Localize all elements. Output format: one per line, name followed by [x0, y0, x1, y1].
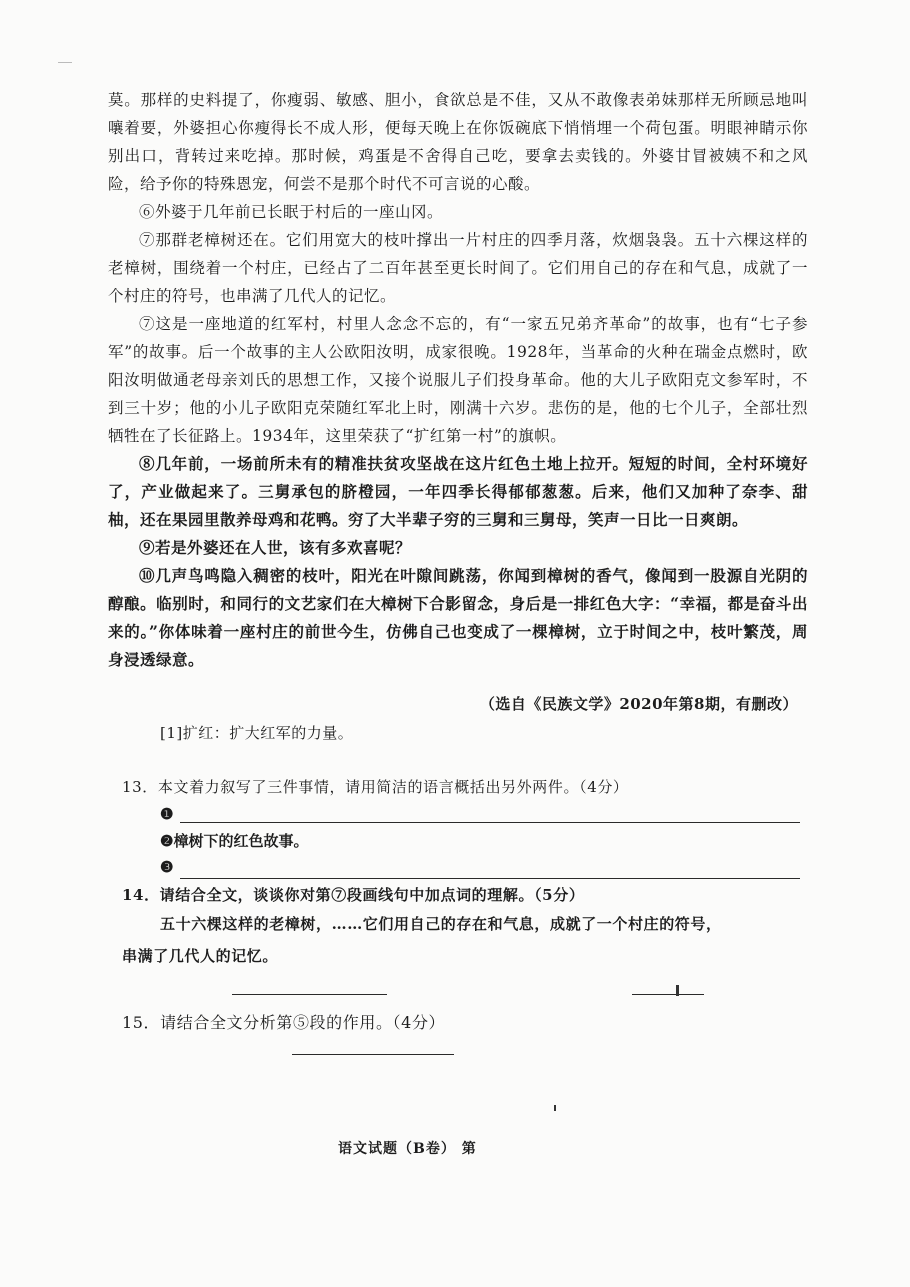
q14-answer-line-2[interactable]: [632, 994, 704, 995]
paragraph-7: ⑦那群老樟树还在。它们用宽大的枝叶撑出一片村庄的四季月落，炊烟袅袅。五十六棵这样的老樟树，围绕着一个村庄，已经占了二百年甚至更长时间了。它们用自己的存在和气息，成就了一个村庄的符号，也串满了几代人的记忆。: [108, 231, 808, 305]
q14-quote: 五十六棵这样的老樟树，……它们用自己的存在和气息，成就了一个村庄的符号，: [160, 915, 722, 933]
scan-speck: [554, 1105, 556, 1111]
q13-answer-2-number: ❷: [160, 831, 174, 850]
q13-answer-2: [160, 830, 308, 851]
q14-quote-continued: 串满了几代人的记忆。: [122, 947, 279, 965]
q14-answer-line-1[interactable]: [232, 994, 387, 995]
question-14: 14．请结合全文，谈谈你对第⑦段画线句中加点词的理解。（5分）: [122, 886, 585, 904]
question-15: 15．请结合全文分析第⑤段的作用。（4分）: [122, 1013, 446, 1032]
scan-corner-mark: [58, 62, 72, 63]
q13-answer-3-number: ❸: [160, 858, 174, 876]
page-footer: 语文试题（B卷） 第: [338, 1141, 477, 1157]
q13-answer-1: [160, 805, 173, 823]
paragraph-10: ⑩几声鸟鸣隐入稠密的枝叶，阳光在叶隙间跳荡，你闻到樟树的香气，像闻到一股源自光阴的醇酿。临别时，和同行的文艺家们在大樟树下合影留念，身后是一排红色大字：“幸福，都是奋斗出来的。”你体味着一座村庄的前世今生，仿佛自己也变成了一棵樟树，立于时间之中，枝叶繁茂，周身浸透绿意。: [108, 566, 808, 669]
passage-body: [108, 86, 808, 674]
q13-answer-3-line[interactable]: [180, 878, 800, 879]
passage-source: （选自《民族文学》2020年第8期，有删改）: [479, 695, 798, 713]
scan-speck: [676, 985, 679, 996]
paragraph-intro: 莫。那样的史料提了，你瘦弱、敏感、胆小，食欲总是不佳，又从不敢像表弟妹那样无所顾忌地叫嚷着要，外婆担心你瘦得长不成人形，便每天晚上在你饭碗底下悄悄埋一个荷包蛋。明眼神睛示你别出口，背转过来吃掉。那时候，鸡蛋是不舍得自己吃，要拿去卖钱的。外婆甘冒被姨不和之风险，给予你的特殊恩宠，何尝不是那个时代不可言说的心酸。: [108, 91, 808, 193]
paragraph-8: ⑧几年前，一场前所未有的精准扶贫攻坚战在这片红色土地上拉开。短短的时间，全村环境好了，产业做起来了。三舅承包的脐橙园，一年四季长得郁郁葱葱。后来，他们又加种了奈李、甜柚，还在果园里散养母鸡和花鸭。穷了大半辈子穷的三舅和三舅母，笑声一日比一日爽朗。: [108, 454, 808, 529]
q15-answer-line[interactable]: [292, 1054, 454, 1055]
q13-answer-3: [160, 858, 173, 876]
footnote: [1]扩红：扩大红军的力量。: [160, 724, 354, 742]
q13-answer-2-text: 樟树下的红色故事。: [173, 832, 309, 850]
q13-answer-1-number: ❶: [160, 805, 174, 823]
q13-answer-1-line[interactable]: [180, 822, 800, 823]
paragraph-red-army-village: ⑦这是一座地道的红军村，村里人念念不忘的，有“一家五兄弟齐革命”的故事，也有“七子参军”的故事。后一个故事的主人公欧阳汝明，成家很晚。1928年，当革命的火种在瑞金点燃时，欧阳汝明做通老母亲刘氏的思想工作，又接个说服儿子们投身革命。他的大儿子欧阳克文参军时，不到三十岁；他的小儿子欧阳克荣随红军北上时，刚满十六岁。悲伤的是，他的七个儿子，全部壮烈牺牲在了长征路上。1934年，这里荣获了“扩红第一村”的旗帜。: [108, 315, 808, 445]
paragraph-6: ⑥外婆于几年前已长眠于村后的一座山冈。: [139, 203, 444, 221]
question-13: 13．本文着力叙写了三件事情，请用简洁的语言概括出另外两件。（4分）: [122, 778, 629, 796]
paragraph-9: ⑨若是外婆还在人世，该有多欢喜呢？: [139, 538, 412, 557]
